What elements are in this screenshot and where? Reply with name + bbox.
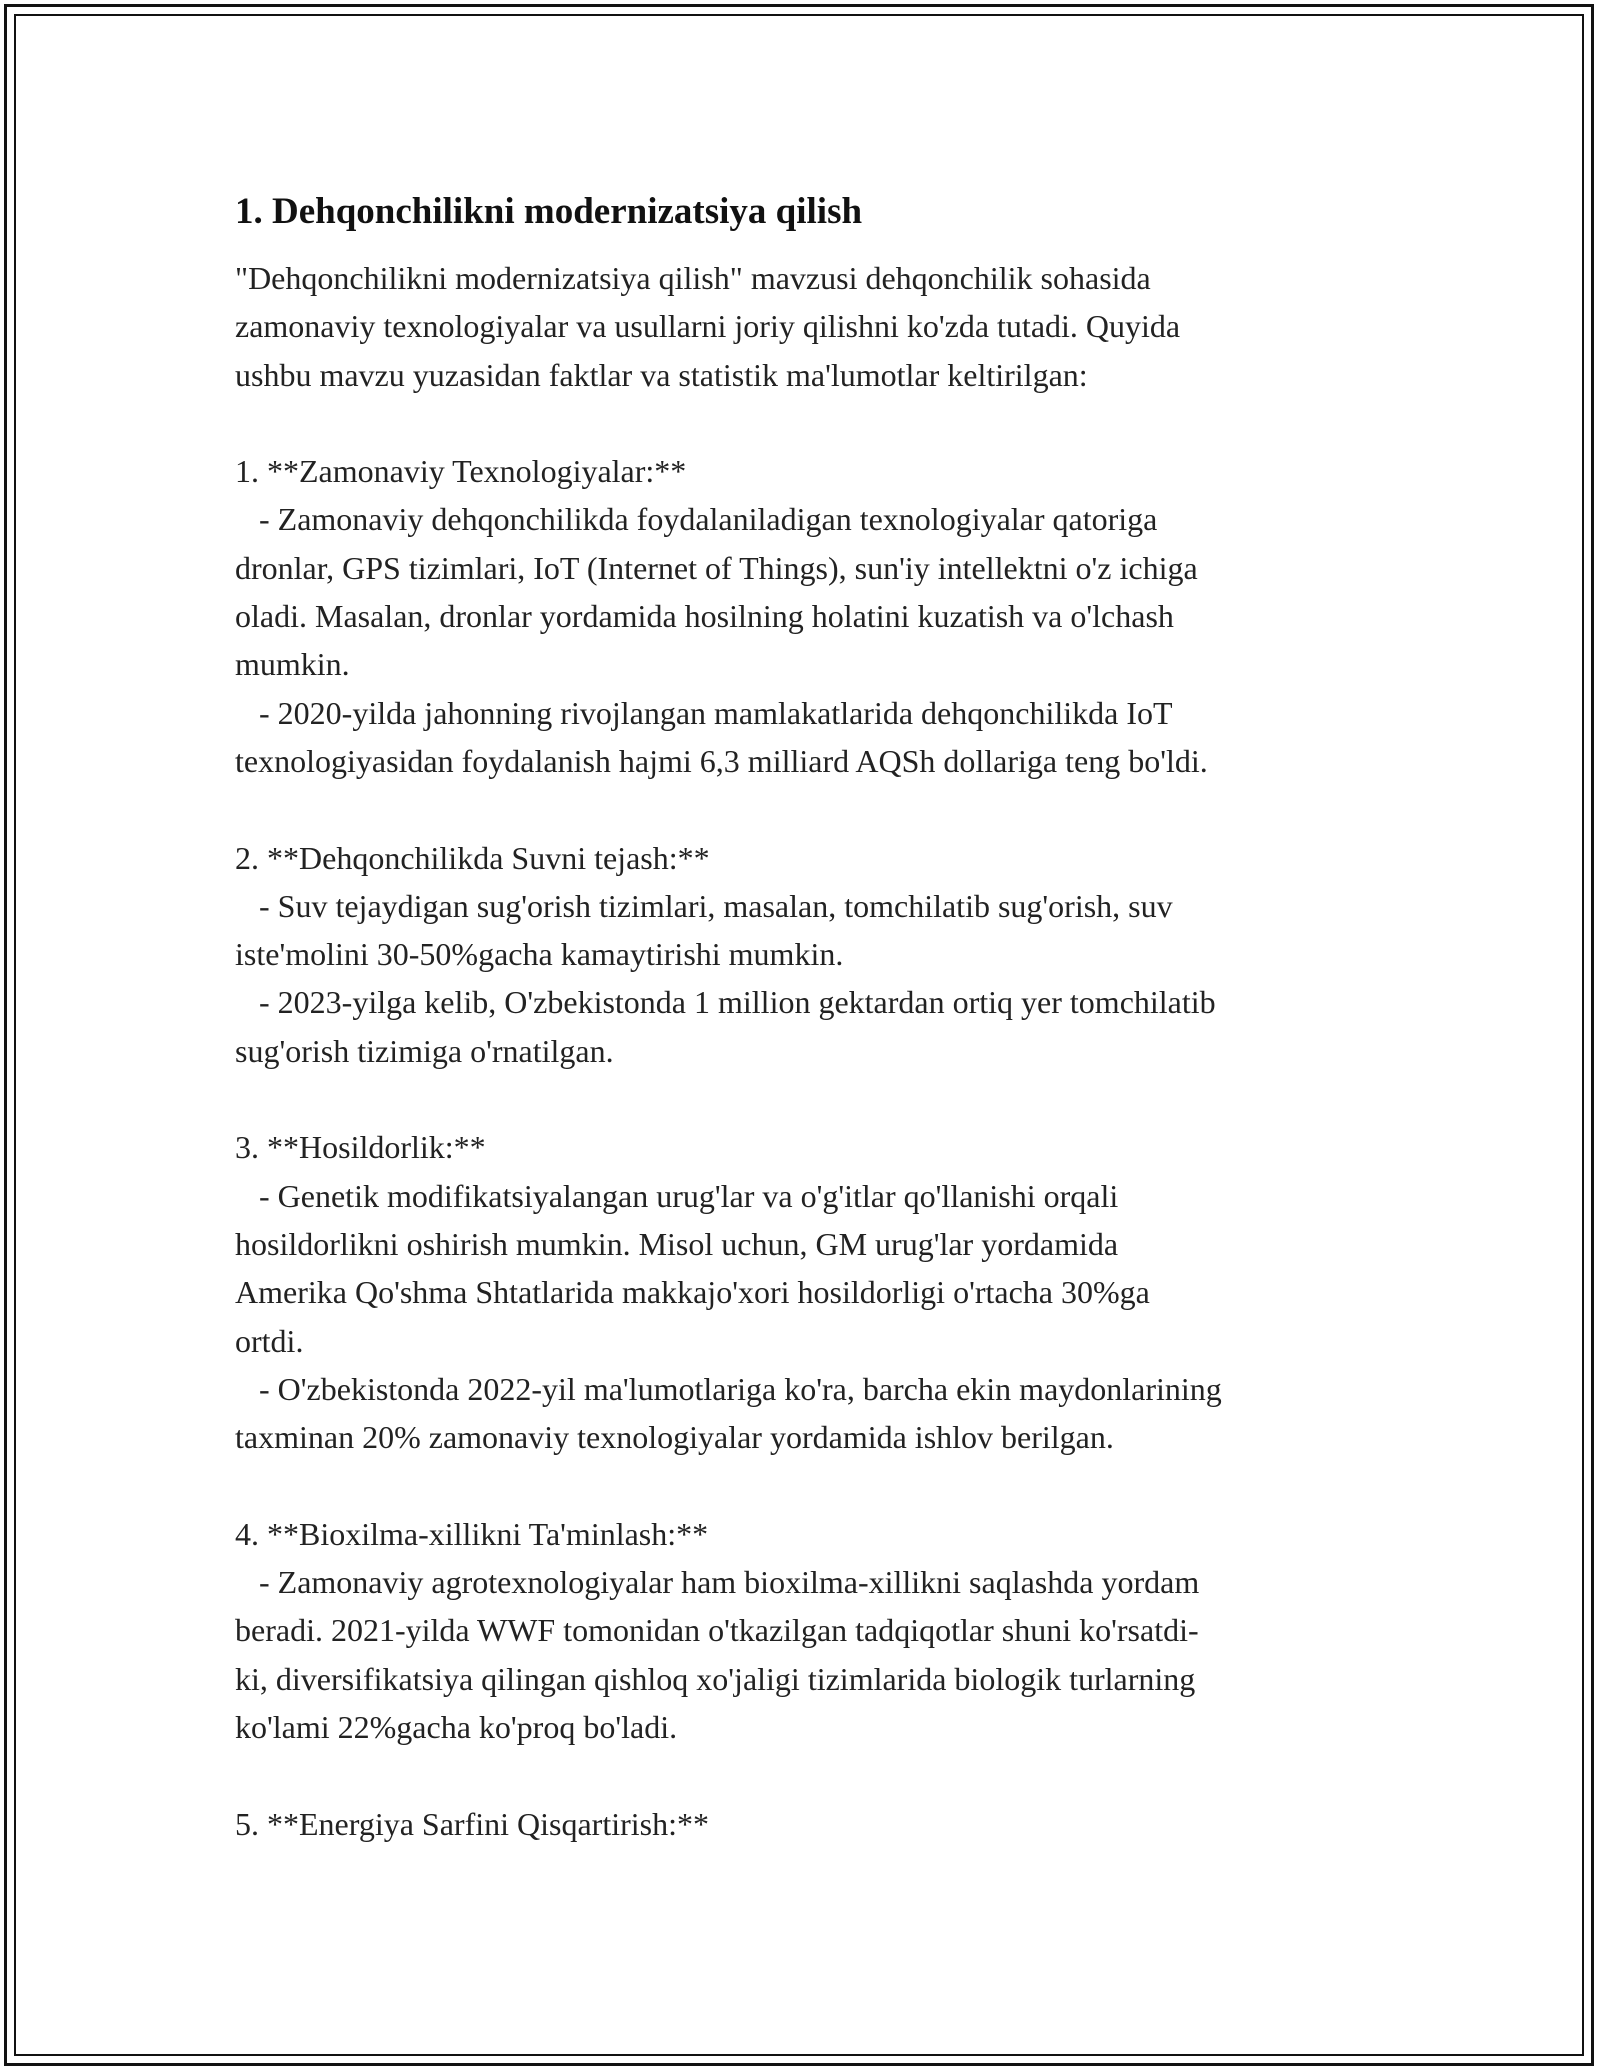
document-title: 1. Dehqonchilikni modernizatsiya qilish (235, 191, 863, 232)
document-body: "Dehqonchilikni modernizatsiya qilish" mavzusi dehqonchilik sohasida zamonaviy texnologiyalar va usullarni joriy qilishni ko'zda tutadi. Quyida ushbu mavzu yuzasidan faktlar va statistik ma'lumotlar keltirilgan: 1. **Zamonaviy Texnologiyalar:** - Zamonaviy dehqonchilikda foydalaniladigan texnologiyalar qatoriga dronlar, GPS tizimlari, IoT (Internet of Things), sun'iy intellektni o'z ichiga oladi. Masalan, dronlar yordamida hosilning holatini kuzatish va o'lchash mumkin. - 2020-yilda jahonning rivojlangan mamlakatlarida dehqonchilikda IoT texnologiyasidan foydalanish hajmi 6,3 milliard AQSh dollariga teng bo'ldi. 2. **Dehqonchilikda Suvni tejash:** - Suv tejaydigan sug'orish tizimlari, masalan, tomchilatib sug'orish, suv iste'molini 30-50%gacha kamaytirishi mumkin. - 2023-yilga kelib, O'zbekistonda 1 million gektardan ortiq yer tomchilatib sug'orish tizimiga o'rnatilgan. 3. **Hosildorlik:** - Genetik modifikatsiyalangan urug'lar va o'g'itlar qo'llanishi orqali hosildorlikni oshirish mumkin. Misol uchun, GM urug'lar yordamida Amerika Qo'shma Shtatlarida makkajo'xori hosildorligi o'rtacha 30%ga ortdi. - O'zbekistonda 2022-yil ma'lumotlariga ko'ra, barcha ekin maydonlarining taxminan 20% zamonaviy texnologiyalar yordamida ishlov berilgan. 4. **Bioxilma-xillikni Ta'minlash:** - Zamonaviy agrotexnologiyalar ham bioxilma-xillikni saqlashda yordam beradi. 2021-yilda WWF tomonidan o'tkazilgan tadqiqotlar shuni ko'rsatdi- ki, diversifikatsiya qilingan qishloq xo'jaligi tizimlarida biologik turlarning ko'lami 22%gacha ko'proq bo'ladi. 5. **Energiya Sarfini Qisqartirish:** (235, 260, 1222, 1842)
document-page (235, 188, 1395, 1848)
